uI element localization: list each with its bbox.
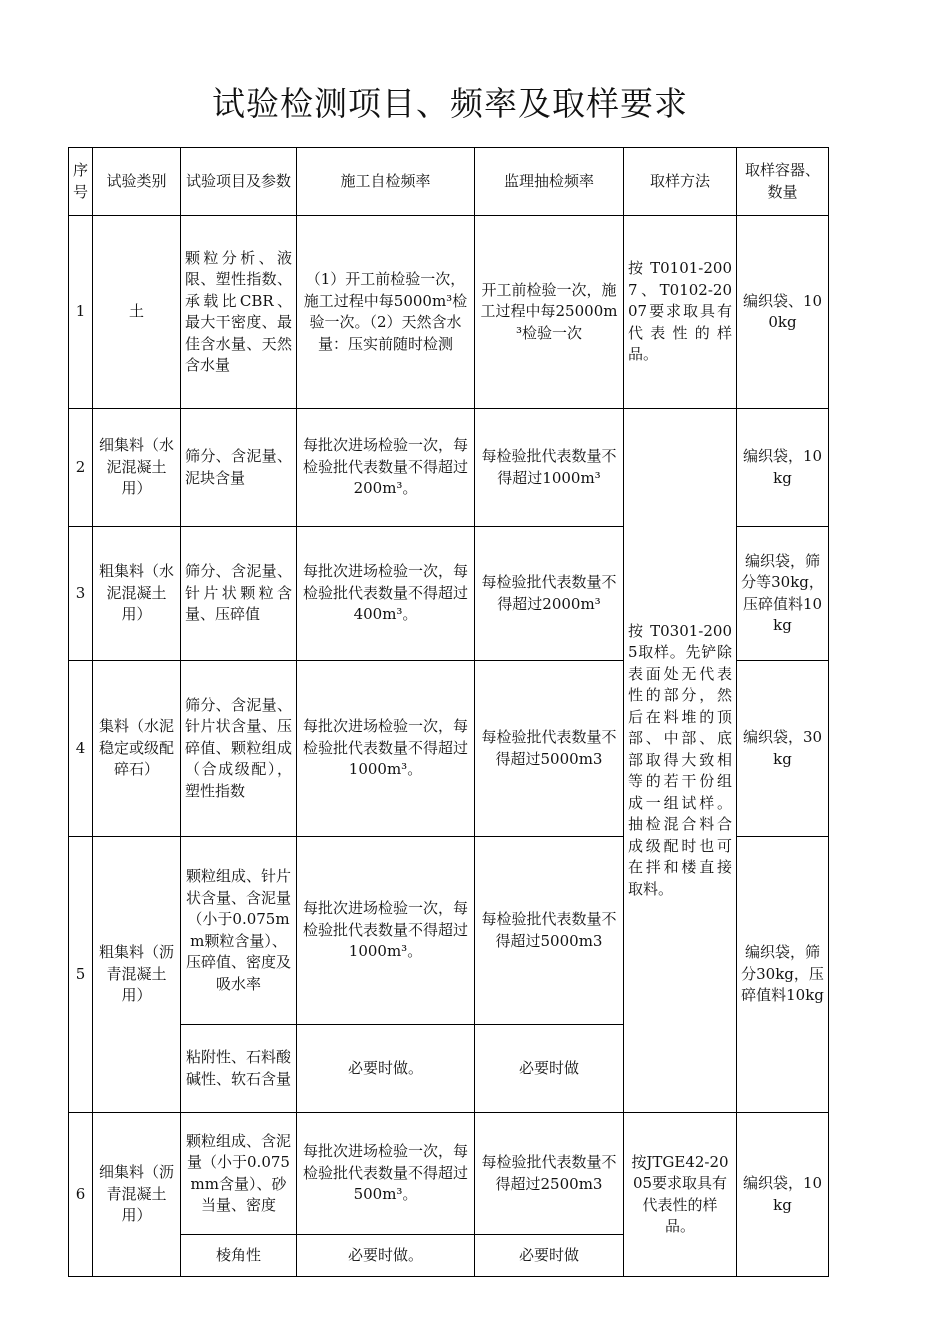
row-items: 筛分、含泥量、针片状含量、压碎值、颗粒组成（合成级配），塑性指数 (181, 661, 297, 837)
row-self-check: 每批次进场检验一次，每检验批代表数量不得超过400m³。 (297, 527, 475, 661)
row-self-check: 每批次进场检验一次，每检验批代表数量不得超过1000m³。 (297, 837, 475, 1025)
row-self-check: 每批次进场检验一次，每检验批代表数量不得超过200m³。 (297, 409, 475, 527)
shared-sampling-method: 按T0301-2005取样。先铲除表面处无代表性的部分，然后在料堆的顶部、中部、底部取得大致相等的若干份组成一组试样。抽检混合料合成级配时也可在拌和楼直接取料。 (624, 409, 737, 1113)
row-items: 颗粒分析、液限、塑性指数、承载比CBR、最大干密度、最佳含水量、天然含水量 (181, 216, 297, 409)
row-self-check: 每批次进场检验一次，每检验批代表数量不得超过500m³。 (297, 1113, 475, 1235)
header-sampling: 取样方法 (624, 148, 737, 216)
header-supervision: 监理抽检频率 (475, 148, 624, 216)
row-sampling: 按JTGE42-2005要求取具有代表性的样品。 (624, 1113, 737, 1277)
page-title: 试验检测项目、频率及取样要求 (212, 84, 688, 123)
table-row (69, 1113, 829, 1235)
row-supervision: 每检验批代表数量不得超过5000m3 (475, 661, 624, 837)
row-container: 编织袋，筛分等30kg，压碎值料10kg (737, 527, 829, 661)
row-no: 2 (69, 409, 93, 527)
row-no: 4 (69, 661, 93, 837)
row-self-check: 每批次进场检验一次，每检验批代表数量不得超过1000m³。 (297, 661, 475, 837)
row-extra-self-check: 必要时做。 (297, 1025, 475, 1113)
row-sampling: 按T0101-2007、T0102-2007要求取具有代表性的样品。 (624, 216, 737, 409)
header-container: 取样容器、数量 (737, 148, 829, 216)
row-supervision: 每检验批代表数量不得超过1000m³ (475, 409, 624, 527)
row-items: 筛分、含泥量、泥块含量 (181, 409, 297, 527)
row-items: 颗粒组成、含泥量（小于0.075mm含量）、砂当量、密度 (181, 1113, 297, 1235)
row-container: 编织袋，筛分30kg，压碎值料10kg (737, 837, 829, 1113)
row-no: 5 (69, 837, 93, 1113)
table-row (69, 216, 829, 409)
row-container: 编织袋，10kg (737, 409, 829, 527)
row-supervision: 每检验批代表数量不得超过5000m3 (475, 837, 624, 1025)
row-extra-self-check: 必要时做。 (297, 1235, 475, 1277)
row-container: 编织袋，10kg (737, 1113, 829, 1277)
row-no: 3 (69, 527, 93, 661)
test-requirements-table (68, 147, 829, 1277)
header-self-check: 施工自检频率 (297, 148, 475, 216)
header-no: 序号 (69, 148, 93, 216)
row-extra-supervision: 必要时做 (475, 1235, 624, 1277)
row-supervision: 开工前检验一次，施工过程中每25000m³检验一次 (475, 216, 624, 409)
row-supervision: 每检验批代表数量不得超过2500m3 (475, 1113, 624, 1235)
row-self-check: （1）开工前检验一次，施工过程中每5000m³检验一次。（2）天然含水量：压实前随时检测 (297, 216, 475, 409)
row-supervision: 每检验批代表数量不得超过2000m³ (475, 527, 624, 661)
header-items: 试验项目及参数 (181, 148, 297, 216)
row-container: 编织袋、100kg (737, 216, 829, 409)
header-row (69, 148, 829, 216)
row-category: 集料（水泥稳定或级配碎石） (93, 661, 181, 837)
table-row (69, 409, 829, 527)
row-category: 细集料（沥青混凝土用） (93, 1113, 181, 1277)
row-no: 1 (69, 216, 93, 409)
row-no: 6 (69, 1113, 93, 1277)
row-category: 土 (93, 216, 181, 409)
row-items: 颗粒组成、针片状含量、含泥量（小于0.075mm颗粒含量）、压碎值、密度及吸水率 (181, 837, 297, 1025)
row-extra-items: 粘附性、石料酸碱性、软石含量 (181, 1025, 297, 1113)
row-extra-items: 棱角性 (181, 1235, 297, 1277)
row-category: 粗集料（水泥混凝土用） (93, 527, 181, 661)
row-items: 筛分、含泥量、针片状颗粒含量、压碎值 (181, 527, 297, 661)
row-category: 粗集料（沥青混凝土用） (93, 837, 181, 1113)
header-category: 试验类别 (93, 148, 181, 216)
row-container: 编织袋，30kg (737, 661, 829, 837)
row-extra-supervision: 必要时做 (475, 1025, 624, 1113)
row-category: 细集料（水泥混凝土用） (93, 409, 181, 527)
